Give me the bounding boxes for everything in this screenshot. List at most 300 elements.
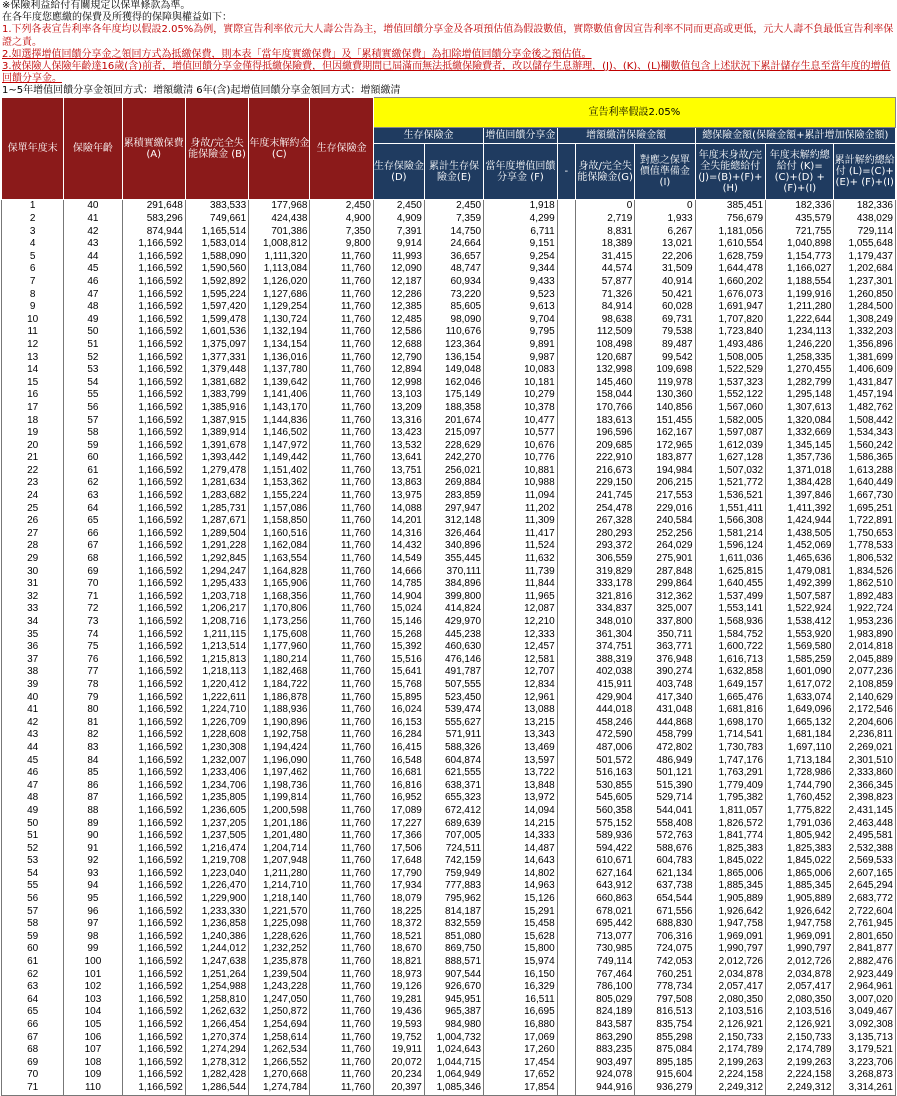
table-cell: 11,760 (310, 427, 373, 440)
table-cell: 9,151 (484, 238, 558, 251)
table-cell: 1,283,682 (185, 490, 248, 503)
table-cell: 1,628,759 (695, 251, 765, 264)
table-cell: 1,126,020 (249, 276, 310, 289)
table-cell: 1,597,087 (695, 427, 765, 440)
table-cell: 92 (64, 855, 122, 868)
table-cell: 32 (2, 591, 64, 604)
table-cell: 1,208,716 (185, 616, 248, 629)
table-cell: 1,221,570 (249, 906, 310, 919)
table-cell: 1,166,592 (122, 1019, 185, 1032)
table-cell: 1,289,504 (185, 528, 248, 541)
table-cell (557, 906, 575, 919)
table-cell: 1,522,924 (766, 603, 834, 616)
table-row (2, 389, 896, 402)
table-cell: 11,965 (484, 591, 558, 604)
table-row (2, 679, 896, 692)
table-cell: 1,166,592 (122, 666, 185, 679)
table-cell: 544,041 (635, 805, 695, 818)
table-row (2, 578, 896, 591)
table-cell: 11,760 (310, 440, 373, 453)
table-cell: 458,799 (635, 729, 695, 742)
table-cell: 1,153,362 (249, 477, 310, 490)
table-cell: 1,203,718 (185, 591, 248, 604)
table-cell: 671,556 (635, 906, 695, 919)
table-cell: 89 (64, 818, 122, 831)
table-row (2, 780, 896, 793)
table-cell: 18,225 (373, 906, 424, 919)
table-cell: 11,094 (484, 490, 558, 503)
table-cell: 10,279 (484, 389, 558, 402)
table-cell: 59 (2, 931, 64, 944)
table-cell: 816,513 (635, 1006, 695, 1019)
table-cell: 2,080,350 (766, 994, 834, 1007)
table-cell: 33 (2, 603, 64, 616)
table-cell: 1,192,758 (249, 729, 310, 742)
table-cell: 1,905,889 (695, 893, 765, 906)
table-cell: 1,166,592 (122, 1044, 185, 1057)
col-cum-premium: 累積實繳保費(A) (122, 98, 185, 200)
table-row (2, 918, 896, 931)
table-cell: 18,670 (373, 943, 424, 956)
table-cell: 1,215,813 (185, 654, 248, 667)
table-cell: 11,760 (310, 591, 373, 604)
table-row (2, 717, 896, 730)
table-cell: 1,158,850 (249, 515, 310, 528)
table-cell (557, 427, 575, 440)
table-cell: 7,359 (424, 213, 483, 226)
table-cell: 1,633,074 (766, 692, 834, 705)
table-cell: 355,445 (424, 553, 483, 566)
table-cell: 80 (64, 704, 122, 717)
table-cell: 109,698 (635, 364, 695, 377)
table-cell: 1,723,840 (695, 326, 765, 339)
table-cell (557, 540, 575, 553)
table-cell: 1,232,007 (185, 755, 248, 768)
table-cell (557, 339, 575, 352)
table-cell: 19,911 (373, 1044, 424, 1057)
table-row (2, 629, 896, 642)
table-row (2, 364, 896, 377)
table-cell: 16,816 (373, 780, 424, 793)
table-cell: 93 (64, 868, 122, 881)
table-cell: 13,423 (373, 427, 424, 440)
col-policy-year: 保單年度末 (2, 98, 64, 200)
table-cell: 1,173,256 (249, 616, 310, 629)
table-cell: 1,146,502 (249, 427, 310, 440)
table-cell: 1,431,847 (834, 377, 896, 390)
table-cell: 1,805,942 (766, 830, 834, 843)
table-cell: 1,166,592 (122, 981, 185, 994)
table-row (2, 855, 896, 868)
table-row (2, 263, 896, 276)
table-cell: 12,707 (484, 666, 558, 679)
table-cell: 1,567,060 (695, 402, 765, 415)
table-cell: 1,465,636 (766, 553, 834, 566)
table-cell: 1,166,592 (122, 314, 185, 327)
table-cell: 523,450 (424, 692, 483, 705)
table-cell: 56 (64, 402, 122, 415)
table-cell: 1,229,900 (185, 893, 248, 906)
table-cell: 1,143,170 (249, 402, 310, 415)
table-cell: 110,676 (424, 326, 483, 339)
table-cell: 1,232,252 (249, 943, 310, 956)
table-cell: 1,611,036 (695, 553, 765, 566)
table-cell: 1,592,892 (185, 276, 248, 289)
table-cell: 102 (64, 981, 122, 994)
table-cell: 1,811,057 (695, 805, 765, 818)
table-cell: 11,760 (310, 339, 373, 352)
table-cell: 44 (2, 742, 64, 755)
table-cell: 1,166,592 (122, 830, 185, 843)
table-cell: 55 (64, 389, 122, 402)
col-cash-value: 年度末解約金 (C) (249, 98, 310, 200)
table-cell: 14,094 (484, 805, 558, 818)
table-cell: 1,266,454 (185, 1019, 248, 1032)
table-cell: 2,236,811 (834, 729, 896, 742)
table-cell: 10,181 (484, 377, 558, 390)
table-cell: 98,638 (576, 314, 635, 327)
table-cell (557, 729, 575, 742)
table-cell: 2,463,448 (834, 818, 896, 831)
table-cell: 11,760 (310, 792, 373, 805)
table-cell: 37 (2, 654, 64, 667)
table-cell: 140,856 (635, 402, 695, 415)
table-cell: 1,166,592 (122, 880, 185, 893)
note-2: 2.如選擇增值回饋分享金之領回方式為抵繳保費，則本表「當年度實繳保費」及「累積實繳保費」為扣除增值回饋分享金後之預估值。 (2, 48, 592, 60)
table-cell: 11,760 (310, 641, 373, 654)
table-cell: 326,464 (424, 528, 483, 541)
table-cell: 43 (2, 729, 64, 742)
table-cell: 1,750,653 (834, 528, 896, 541)
table-cell: 805,029 (576, 994, 635, 1007)
table-cell: 11,760 (310, 263, 373, 276)
table-cell: 424,438 (249, 213, 310, 226)
table-cell: 48 (2, 792, 64, 805)
table-cell: 12,894 (373, 364, 424, 377)
table-cell: 2,301,510 (834, 755, 896, 768)
table-cell: 1,551,411 (695, 503, 765, 516)
table-cell: 444,868 (635, 717, 695, 730)
table-row (2, 251, 896, 264)
table-cell: 28 (2, 540, 64, 553)
table-cell: 1,918 (484, 200, 558, 213)
table-cell: 1,235,805 (185, 792, 248, 805)
table-cell: 1,166,592 (122, 276, 185, 289)
table-cell: 297,947 (424, 503, 483, 516)
table-cell: 14 (2, 364, 64, 377)
table-cell: 12,286 (373, 289, 424, 302)
table-cell: 19 (2, 427, 64, 440)
table-cell: 795,962 (424, 893, 483, 906)
table-cell: 1,166,592 (122, 1006, 185, 1019)
table-cell: 0 (635, 200, 695, 213)
table-cell: 18,079 (373, 893, 424, 906)
table-cell: 24,664 (424, 238, 483, 251)
table-cell: 306,559 (576, 553, 635, 566)
table-cell: 385,451 (695, 200, 765, 213)
table-cell: 370,111 (424, 566, 483, 579)
table-cell: 730,985 (576, 943, 635, 956)
table-cell: 832,559 (424, 918, 483, 931)
group-total: 總保險金額(保險金額+累計增加保險金額) (695, 128, 895, 144)
table-cell: 1,599,478 (185, 314, 248, 327)
table-cell: 1,295,433 (185, 578, 248, 591)
table-cell: 1,279,478 (185, 465, 248, 478)
table-cell: 1,585,259 (766, 654, 834, 667)
table-cell: 1,211,115 (185, 629, 248, 642)
table-cell: 1,175,608 (249, 629, 310, 642)
table-cell: 1,166,592 (122, 931, 185, 944)
table-cell: 1,202,684 (834, 263, 896, 276)
table-cell: 1,180,214 (249, 654, 310, 667)
table-cell: 11,760 (310, 981, 373, 994)
table-cell: 1,845,022 (695, 855, 765, 868)
table-cell: 240,584 (635, 515, 695, 528)
table-row (2, 1032, 896, 1045)
table-cell: 1,160,516 (249, 528, 310, 541)
table-cell: 40 (64, 200, 122, 213)
table-cell: 11,760 (310, 364, 373, 377)
table-cell: 12,385 (373, 301, 424, 314)
table-cell: 1,640,455 (695, 578, 765, 591)
table-cell: 1,166,592 (122, 263, 185, 276)
table-cell: 54 (2, 868, 64, 881)
table-cell: 1,537,499 (695, 591, 765, 604)
table-cell: 2,398,823 (834, 792, 896, 805)
table-cell: 16,150 (484, 969, 558, 982)
table-cell: 13,469 (484, 742, 558, 755)
table-cell: 760,251 (635, 969, 695, 982)
table-cell: 17,790 (373, 868, 424, 881)
table-cell: 12,581 (484, 654, 558, 667)
table-cell: 1,166,027 (766, 263, 834, 276)
table-cell: 1,170,806 (249, 603, 310, 616)
table-cell: 1,713,184 (766, 755, 834, 768)
col-k: 年度末解約總給付 (K)=(C)+(D) +(F)+(I) (766, 144, 834, 200)
table-cell: 1,983,890 (834, 629, 896, 642)
section-title: 1~5年增值回饋分享金領回方式：增額繳清 6年(含)起增值回饋分享金領回方式：增額繳清 (2, 85, 401, 97)
table-cell: 11,760 (310, 767, 373, 780)
table-cell: 50 (64, 326, 122, 339)
table-cell: 1,166,592 (122, 528, 185, 541)
table-row (2, 465, 896, 478)
table-cell: 1,166,592 (122, 389, 185, 402)
table-cell: 814,187 (424, 906, 483, 919)
table-cell (557, 263, 575, 276)
table-cell: 1,584,752 (695, 629, 765, 642)
table-cell: 888,571 (424, 956, 483, 969)
col-j: 年度末身故/完全失能總給付 (J)=(B)+(F)+(H) (695, 144, 765, 200)
table-cell: 1,149,442 (249, 452, 310, 465)
table-cell: 312,362 (635, 591, 695, 604)
table-cell: 321,816 (576, 591, 635, 604)
table-cell: 588,326 (424, 742, 483, 755)
table-row (2, 1082, 896, 1095)
table-cell: 1,616,713 (695, 654, 765, 667)
table-cell: 15,458 (484, 918, 558, 931)
table-cell: 1,582,005 (695, 415, 765, 428)
table-cell: 109 (64, 1069, 122, 1082)
table-cell: 16,952 (373, 792, 424, 805)
table-cell: 57,877 (576, 276, 635, 289)
table-cell: 1,537,323 (695, 377, 765, 390)
table-cell (557, 301, 575, 314)
table-cell: 7 (2, 276, 64, 289)
table-cell: 1,230,308 (185, 742, 248, 755)
table-row (2, 792, 896, 805)
table-cell: 1,825,383 (695, 843, 765, 856)
table-cell: 1,649,096 (766, 704, 834, 717)
table-cell (557, 805, 575, 818)
table-row (2, 830, 896, 843)
table-cell: 1,307,613 (766, 402, 834, 415)
table-cell: 399,800 (424, 591, 483, 604)
table-cell: 13,972 (484, 792, 558, 805)
table-cell: 11,760 (310, 868, 373, 881)
table-cell: 15 (2, 377, 64, 390)
table-row (2, 1019, 896, 1032)
table-cell: 57 (2, 906, 64, 919)
table-cell (557, 704, 575, 717)
table-cell: 0 (576, 200, 635, 213)
table-cell: 1,885,345 (695, 880, 765, 893)
table-cell: 1,795,382 (695, 792, 765, 805)
table-cell: 14,750 (424, 226, 483, 239)
table-cell: 1,166,592 (122, 427, 185, 440)
table-row (2, 1057, 896, 1070)
table-cell: 11,760 (310, 352, 373, 365)
table-cell: 283,859 (424, 490, 483, 503)
table-cell: 105 (64, 1019, 122, 1032)
table-cell: 1,166,592 (122, 943, 185, 956)
table-cell: 11,760 (310, 377, 373, 390)
table-cell: 12,187 (373, 276, 424, 289)
table-cell: 77 (64, 666, 122, 679)
table-cell: 175,149 (424, 389, 483, 402)
table-cell: 11,760 (310, 880, 373, 893)
table-cell: 1,568,936 (695, 616, 765, 629)
table-cell: 6,711 (484, 226, 558, 239)
table-cell: 100 (64, 956, 122, 969)
table-cell: 1,389,914 (185, 427, 248, 440)
table-cell: 70 (2, 1069, 64, 1082)
table-cell: 706,316 (635, 931, 695, 944)
table-cell: 1,632,858 (695, 666, 765, 679)
table-cell: 8,831 (576, 226, 635, 239)
table-cell: 1,236,858 (185, 918, 248, 931)
note-disclaimer: ※保險利益給付有關規定以保單條款為準。 (2, 0, 191, 11)
table-cell: 1,166,592 (122, 251, 185, 264)
table-cell: 2,150,733 (766, 1032, 834, 1045)
table-cell: 1,691,947 (695, 301, 765, 314)
table-cell: 1,240,386 (185, 931, 248, 944)
table-cell: 1,166,592 (122, 465, 185, 478)
table-cell: 13,751 (373, 465, 424, 478)
table-cell: 516,163 (576, 767, 635, 780)
table-cell: 1,216,474 (185, 843, 248, 856)
table-cell: 1,775,822 (766, 805, 834, 818)
table-cell: 12,090 (373, 263, 424, 276)
table-cell: 1,521,772 (695, 477, 765, 490)
table-cell: 1,040,898 (766, 238, 834, 251)
table-cell: 1,492,399 (766, 578, 834, 591)
table-cell: 50 (2, 818, 64, 831)
table-cell: 183,877 (635, 452, 695, 465)
table-cell: 63 (64, 490, 122, 503)
table-cell: 9,704 (484, 314, 558, 327)
table-cell: 1,377,331 (185, 352, 248, 365)
table-cell: 17,506 (373, 843, 424, 856)
table-cell: 79 (64, 692, 122, 705)
table-cell: 3,135,713 (834, 1032, 896, 1045)
table-cell (557, 880, 575, 893)
table-cell: 695,442 (576, 918, 635, 931)
table-cell (557, 553, 575, 566)
table-cell (557, 415, 575, 428)
table-cell: 65 (64, 515, 122, 528)
table-cell: 22,206 (635, 251, 695, 264)
table-cell: 1,219,708 (185, 855, 248, 868)
table-cell: 1,224,710 (185, 704, 248, 717)
table-cell: 14,487 (484, 843, 558, 856)
table-cell: 2,645,294 (834, 880, 896, 893)
table-cell: 1,181,056 (695, 226, 765, 239)
table-cell: 12,998 (373, 377, 424, 390)
table-cell: 1,613,288 (834, 465, 896, 478)
table-cell: 2,249,312 (695, 1082, 765, 1095)
table-cell: 555,627 (424, 717, 483, 730)
table-cell (557, 1044, 575, 1057)
table-cell: 594,422 (576, 843, 635, 856)
table-cell: 1,865,006 (695, 868, 765, 881)
table-cell (557, 868, 575, 881)
table-cell: 11,417 (484, 528, 558, 541)
table-cell: 2,224,158 (766, 1069, 834, 1082)
table-cell: 1,225,098 (249, 918, 310, 931)
table-cell: 1,166,592 (122, 729, 185, 742)
table-cell: 46 (2, 767, 64, 780)
table-cell: 85 (64, 767, 122, 780)
table-cell: 9,433 (484, 276, 558, 289)
table-cell: 11,760 (310, 314, 373, 327)
table-row (2, 402, 896, 415)
table-cell: 1,953,236 (834, 616, 896, 629)
table-cell: 269,884 (424, 477, 483, 490)
table-cell: 87 (64, 792, 122, 805)
table-cell: 390,274 (635, 666, 695, 679)
table-cell: 162,046 (424, 377, 483, 390)
table-cell: 749,114 (576, 956, 635, 969)
table-cell: 11,760 (310, 465, 373, 478)
table-cell: 2,431,145 (834, 805, 896, 818)
table-cell: 90 (64, 830, 122, 843)
table-cell: 12,457 (484, 641, 558, 654)
table-cell: 1,534,343 (834, 427, 896, 440)
table-cell: 1,166,592 (122, 994, 185, 1007)
table-cell: 1,165,514 (185, 226, 248, 239)
table-cell: 130,360 (635, 389, 695, 402)
table-cell: 1,199,916 (766, 289, 834, 302)
table-cell: 64 (2, 994, 64, 1007)
table-cell: 61 (2, 956, 64, 969)
table-cell: 40 (2, 692, 64, 705)
table-cell: 9,344 (484, 263, 558, 276)
table-cell: 3,268,873 (834, 1069, 896, 1082)
table-cell (557, 818, 575, 831)
table-cell: 444,018 (576, 704, 635, 717)
table-row (2, 289, 896, 302)
table-cell: 855,298 (635, 1032, 695, 1045)
